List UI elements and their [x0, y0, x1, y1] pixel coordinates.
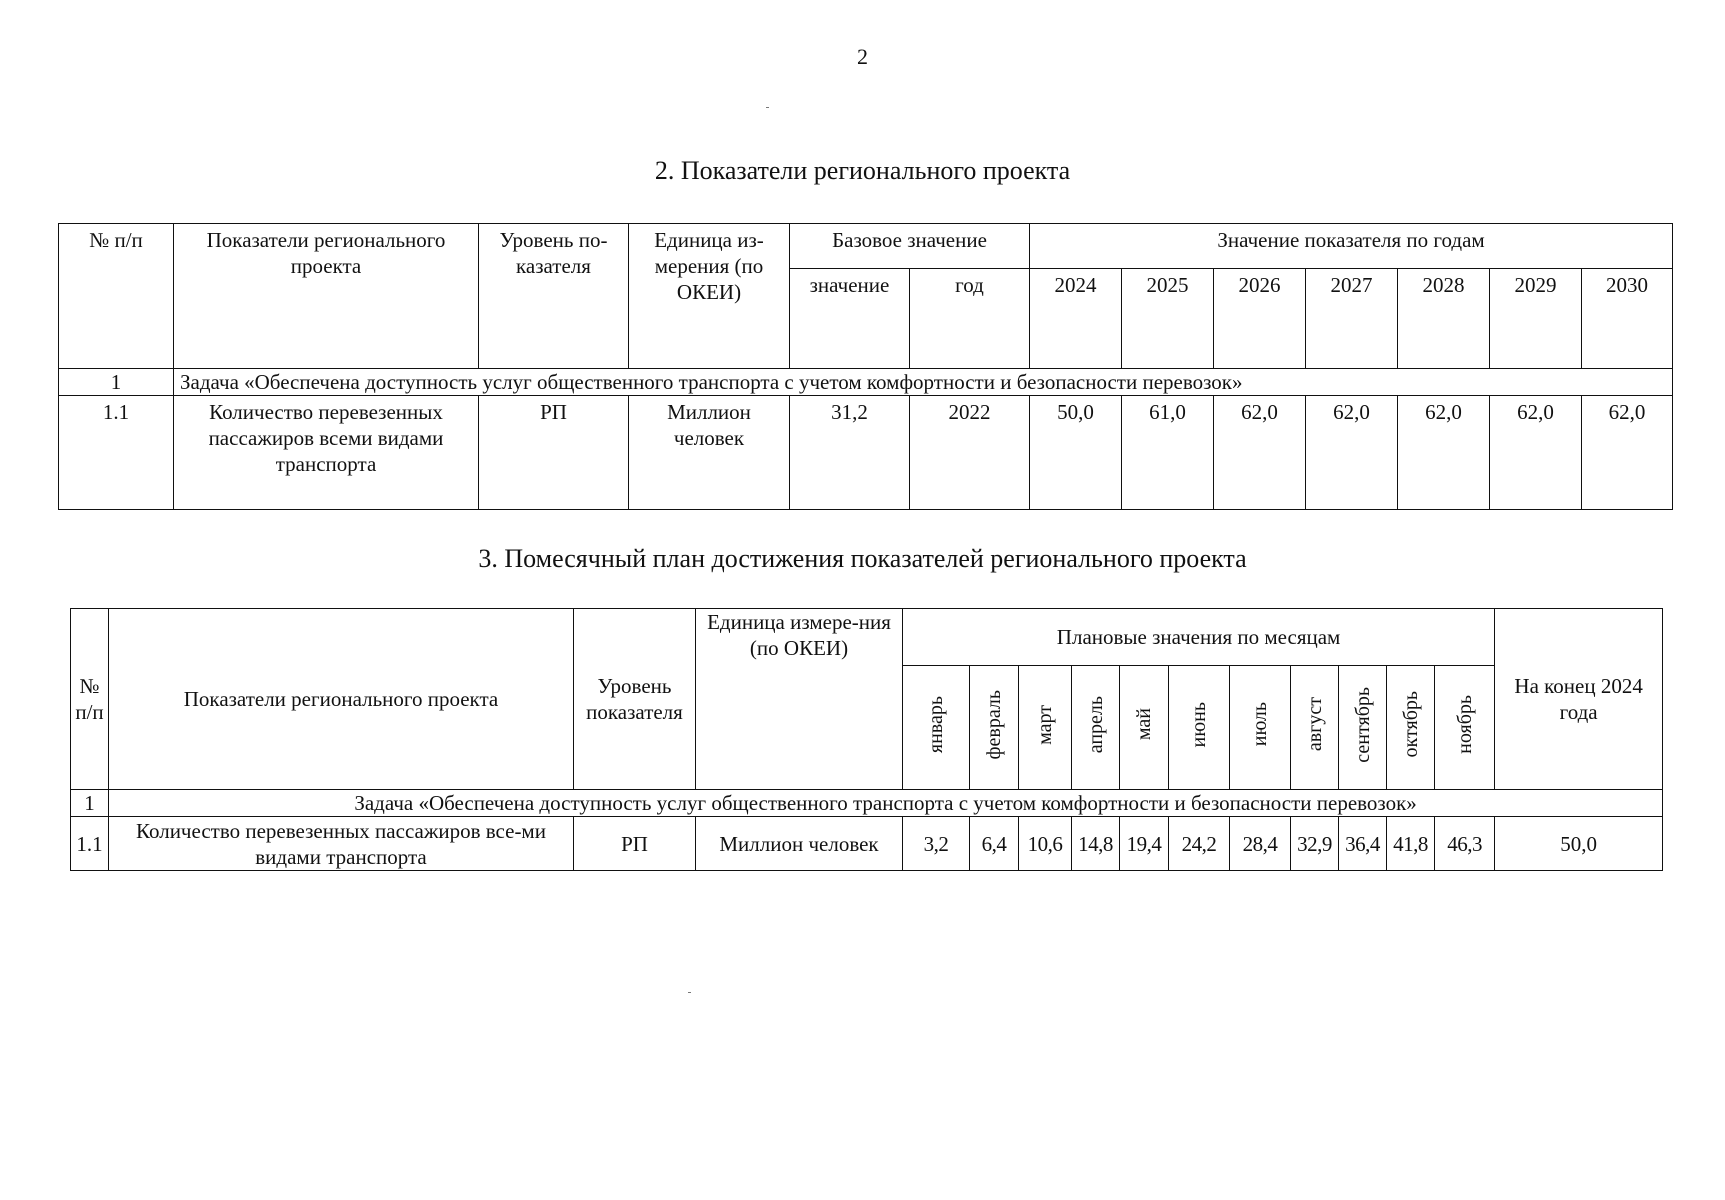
row-year-value: 50,0: [1030, 396, 1122, 510]
section-3-title: 3. Помесячный план достижения показателей регионального проекта: [478, 544, 1247, 573]
row-unit: Миллион человек: [629, 396, 790, 510]
row-base-value: 31,2: [790, 396, 910, 510]
col-header-year: 2028: [1398, 269, 1490, 369]
row-month-value: 10,6: [1019, 817, 1072, 871]
scan-speck: [766, 107, 769, 108]
row-month-value: 46,3: [1435, 817, 1495, 871]
col-header-num: № п/п: [59, 224, 174, 369]
row-end-of-year-value: 50,0: [1495, 817, 1663, 871]
row-year-value: 62,0: [1582, 396, 1673, 510]
col-header-base: Базовое значение: [790, 224, 1030, 269]
month-label: июнь: [1188, 701, 1210, 748]
col-header-month: [1339, 666, 1387, 790]
col-header-num: № п/п: [71, 609, 109, 790]
row-num: 1.1: [71, 817, 109, 871]
col-header-year: 2029: [1490, 269, 1582, 369]
month-label: март: [1034, 704, 1056, 745]
col-header-month: [1072, 666, 1120, 790]
row-month-value: 24,2: [1169, 817, 1230, 871]
task-row: [71, 790, 1663, 817]
col-header-month: [1291, 666, 1339, 790]
col-header-month: [1230, 666, 1291, 790]
row-year-value: 62,0: [1490, 396, 1582, 510]
col-header-year: 2027: [1306, 269, 1398, 369]
col-header-base-value: значение: [790, 269, 910, 369]
col-header-by-years: Значение показателя по годам: [1030, 224, 1673, 269]
row-month-value: 6,4: [970, 817, 1019, 871]
row-indicator: Количество перевезенных пассажиров все-ми видами транспорта: [109, 817, 574, 871]
table-row: [59, 396, 1673, 510]
row-indicator: Количество перевезенных пассажиров всеми видами транспорта: [174, 396, 479, 510]
col-header-monthly: Плановые значения по месяцам: [903, 609, 1495, 666]
row-month-value: 28,4: [1230, 817, 1291, 871]
row-unit: Миллион человек: [696, 817, 903, 871]
col-header-month: [970, 666, 1019, 790]
col-header-level: Уровень по-казателя: [479, 224, 629, 369]
row-year-value: 62,0: [1398, 396, 1490, 510]
task-text: Задача «Обеспечена доступность услуг общественного транспорта с учетом комфортности и безопасности перевозок»: [174, 369, 1673, 396]
row-month-value: 32,9: [1291, 817, 1339, 871]
col-header-level: Уровень показателя: [574, 609, 696, 790]
row-year-value: 62,0: [1214, 396, 1306, 510]
task-num: 1: [59, 369, 174, 396]
month-label: ноябрь: [1453, 695, 1476, 754]
scan-speck: [688, 992, 691, 993]
month-label: июль: [1249, 702, 1271, 747]
row-num: 1.1: [59, 396, 174, 510]
row-year-value: 61,0: [1122, 396, 1214, 510]
row-month-value: 19,4: [1120, 817, 1169, 871]
month-label: февраль: [983, 689, 1005, 760]
col-header-month: [1169, 666, 1230, 790]
col-header-year: 2030: [1582, 269, 1673, 369]
col-header-unit: Единица из-мерения (по ОКЕИ): [629, 224, 790, 369]
row-level: РП: [479, 396, 629, 510]
col-header-month: [903, 666, 970, 790]
task-text: Задача «Обеспечена доступность услуг общественного транспорта с учетом комфортности и безопасности перевозок»: [109, 790, 1663, 817]
row-base-year: 2022: [910, 396, 1030, 510]
col-header-year: 2024: [1030, 269, 1122, 369]
section-2-title: 2. Показатели регионального проекта: [654, 156, 1071, 185]
col-header-month: [1120, 666, 1169, 790]
row-month-value: 3,2: [903, 817, 970, 871]
table-row: [71, 817, 1663, 871]
col-header-year: 2025: [1122, 269, 1214, 369]
col-header-indicator: Показатели регионального проекта: [174, 224, 479, 369]
col-header-month: [1019, 666, 1072, 790]
month-label: апрель: [1084, 695, 1107, 754]
row-month-value: 36,4: [1339, 817, 1387, 871]
task-row: [59, 369, 1673, 396]
monthly-plan-table: [70, 608, 1663, 871]
task-num: 1: [71, 790, 109, 817]
indicators-table: [58, 223, 1673, 510]
col-header-month: [1387, 666, 1435, 790]
page-number: 2: [857, 44, 868, 69]
month-label: сентябрь: [1351, 686, 1374, 763]
month-label: август: [1303, 697, 1326, 752]
row-year-value: 62,0: [1306, 396, 1398, 510]
col-header-year: 2026: [1214, 269, 1306, 369]
col-header-base-year: год: [910, 269, 1030, 369]
col-header-end-of-year: На конец 2024 года: [1495, 609, 1663, 790]
col-header-month: [1435, 666, 1495, 790]
month-label: май: [1133, 708, 1155, 741]
row-month-value: 14,8: [1072, 817, 1120, 871]
month-label: январь: [925, 695, 947, 754]
month-label: октябрь: [1399, 691, 1422, 758]
col-header-unit: Единица измере-ния (по ОКЕИ): [696, 609, 903, 790]
col-header-indicator: Показатели регионального проекта: [109, 609, 574, 790]
row-level: РП: [574, 817, 696, 871]
row-month-value: 41,8: [1387, 817, 1435, 871]
